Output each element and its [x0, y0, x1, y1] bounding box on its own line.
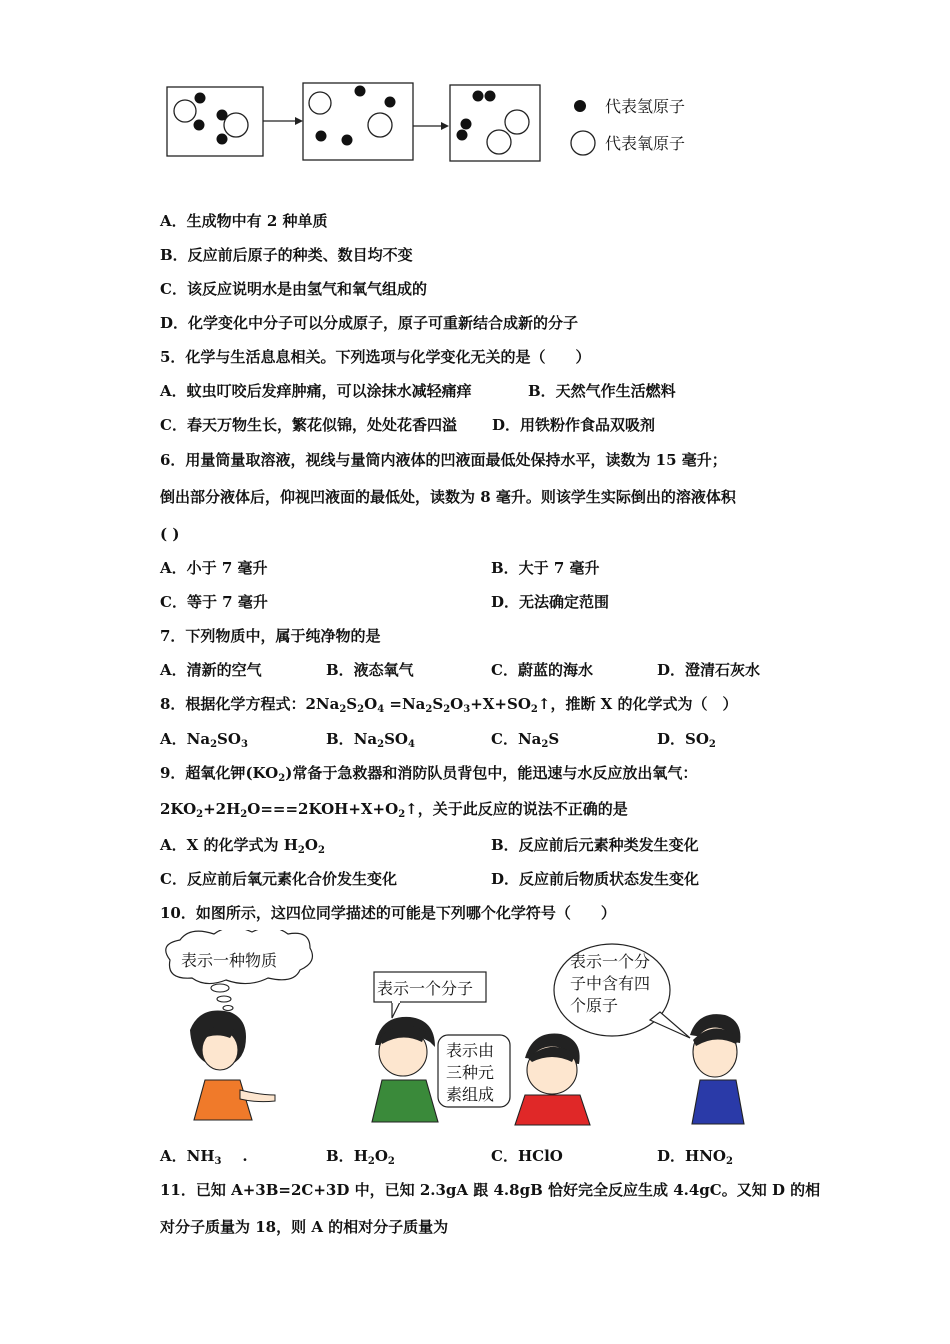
q10-option-b: B．$H_2O_2$ [326, 1147, 395, 1167]
q8-option-b: B．$Na_2SO_4$ [326, 730, 415, 750]
q6-stem-line2: 倒出部分液体后，仰视凹液面的最低处，读数为 8 毫升。则该学生实际倒出的溶液体积 [160, 488, 736, 506]
q9-option-b: B．反应前后元素种类发生变化 [491, 836, 699, 854]
q4-option-b: B．反应前后原子的种类、数目均不变 [160, 246, 413, 264]
bubble-3-line1: 表示由 [446, 1041, 495, 1060]
q4-option-a: A．生成物中有 2 种单质 [160, 212, 328, 230]
q10-option-d: D．$HNO_2$ [657, 1147, 733, 1167]
q4-option-d: D．化学变化中分子可以分成原子，原子可重新结合成新的分子 [160, 314, 579, 332]
students-illustration [0, 930, 950, 1140]
q7-option-c: C．蔚蓝的海水 [491, 661, 593, 679]
q9-option-a: A．X 的化学式为 $H_2O_2$ [160, 836, 325, 856]
hydrogen-legend-icon [574, 100, 586, 112]
q7-option-a: A．清新的空气 [160, 661, 262, 679]
q8-option-d: D．$SO_2$ [657, 730, 716, 750]
q10-option-a: A．$NH_3$ . [160, 1147, 248, 1167]
q5-option-d: D．用铁粉作食品双吸剂 [492, 416, 656, 434]
q5-stem: 5．化学与生活息息相关。下列选项与化学变化无关的是（ ） [160, 348, 591, 366]
q10-stem: 10．如图所示，这四位同学描述的可能是下列哪个化学符号（ ） [160, 904, 616, 922]
q11-stem-line1: 11．已知 A+3B=2C+3D 中，已知 2.3gA 跟 4.8gB 恰好完全反应生成 4.4gC。又知 D 的相 [160, 1181, 821, 1199]
q9-stem-line2: $2KO_2+2H_2O===2KOH+X+O_2↑$，关于此反应的说法不正确的是 [160, 800, 628, 820]
q9-equation: $2KO_2+2H_2O===2KOH+X+O_2↑$ [160, 800, 418, 820]
bubble-4-line3: 个原子 [570, 996, 619, 1015]
reaction-diagram [0, 0, 950, 180]
q7-option-d: D．澄清石灰水 [657, 661, 761, 679]
q7-stem: 7．下列物质中，属于纯净物的是 [160, 627, 381, 645]
bubble-2-text: 表示一个分子 [377, 979, 474, 998]
q6-option-b: B．大于 7 毫升 [491, 559, 600, 577]
oxygen-legend-icon [571, 131, 595, 155]
q8-option-c: C．$Na_2S$ [491, 730, 560, 750]
q9-option-d: D．反应前后物质状态发生变化 [491, 870, 700, 888]
q9-option-c: C．反应前后氧元素化合价发生变化 [160, 870, 397, 888]
legend-hydrogen-label: 代表氢原子 [605, 97, 686, 116]
q9-stem-line1: 9．超氧化钾$(KO_2)$常备于急救器和消防队员背包中，能迅速与水反应放出氧气： [160, 764, 698, 784]
q6-option-c: C．等于 7 毫升 [160, 593, 268, 611]
q11-stem-line2: 对分子质量为 18，则 A 的相对分子质量为 [160, 1218, 449, 1236]
bubble-4-line2: 子中含有四 [570, 974, 651, 993]
q5-option-c: C．春天万物生长，繁花似锦，处处花香四溢 [160, 416, 457, 434]
q5-option-b: B．天然气作生活燃料 [528, 382, 676, 400]
q8-option-a: A．$Na_2SO_3$ [160, 730, 248, 750]
legend-oxygen-label: 代表氧原子 [605, 134, 686, 153]
q10-option-c: C．HClO [491, 1147, 563, 1165]
bubble-3-line3: 素组成 [446, 1085, 495, 1104]
q8-stem: 8．根据化学方程式：$2Na_2S_2O_4$ $=Na_2S_2O_3+X+SO_2↑$，推断 X 的化学式为（ ） [160, 695, 738, 715]
q4-option-c: C．该反应说明水是由氢气和氧气组成的 [160, 280, 427, 298]
q6-option-d: D．无法确定范围 [491, 593, 610, 611]
q5-option-a: A．蚊虫叮咬后发痒肿痛，可以涂抹水减轻痛痒 [160, 382, 472, 400]
q6-stem-line1: 6．用量筒量取溶液，视线与量筒内液体的凹液面最低处保持水平，读数为 15 毫升； [160, 451, 727, 469]
q6-option-a: A．小于 7 毫升 [160, 559, 268, 577]
q6-stem-line3: ( ) [160, 525, 180, 543]
q8-equation: $2Na_2S_2O_4$ $=Na_2S_2O_3+X+SO_2↑$ [305, 695, 551, 715]
bubble-4-line1: 表示一个分 [570, 952, 651, 971]
bubble-3-line2: 三种元 [446, 1063, 495, 1082]
bubble-1-text: 表示一种物质 [181, 951, 278, 970]
q7-option-b: B．液态氧气 [326, 661, 414, 679]
